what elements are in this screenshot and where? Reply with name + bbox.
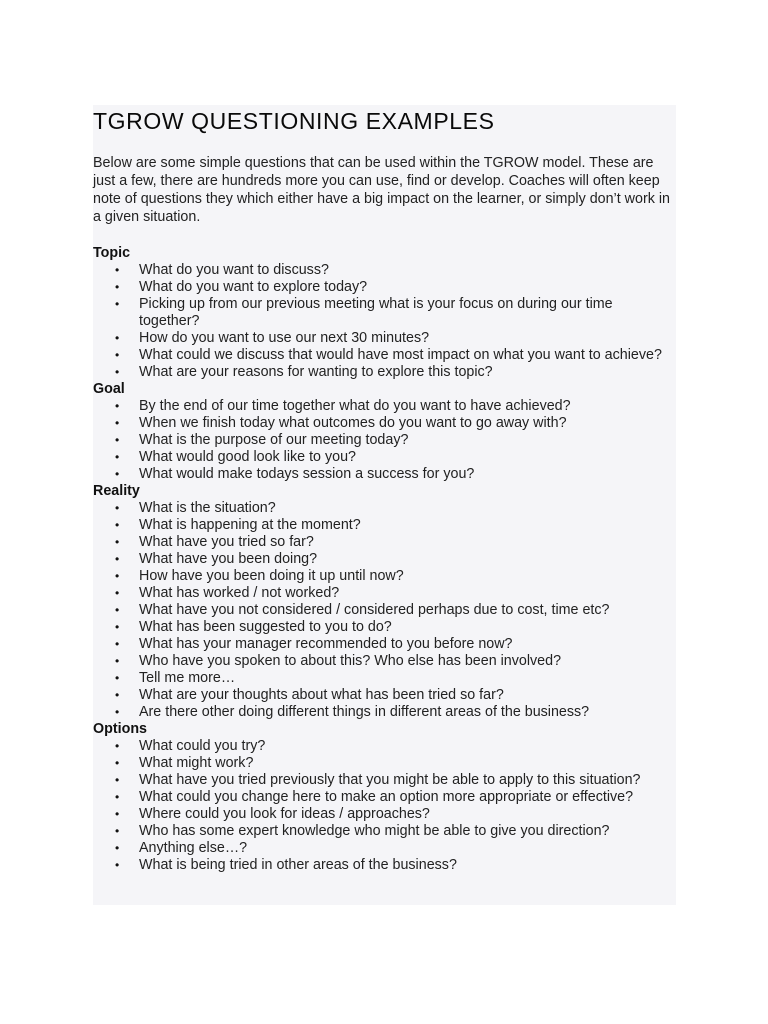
list-item: • What has worked / not worked? (93, 585, 676, 602)
list-item: • What would good look like to you? (93, 449, 676, 466)
section-heading-topic: Topic (93, 245, 131, 261)
list-item: • How have you been doing it up until now? (93, 568, 676, 585)
list-item: • By the end of our time together what do you want to have achieved? (93, 398, 676, 415)
list-item: • Anything else…? (93, 840, 676, 857)
intro-paragraph: Below are some simple questions that can be used within the TGROW model. These are just a few, there are hundreds more you can use, find or develop. Coaches will often keep note of questions they which either have a big impact on the learner, or simply don’t work in a given situation. (93, 155, 670, 225)
list-item: • What are your thoughts about what has been tried so far? (93, 687, 676, 704)
list-item: • What might work? (93, 755, 676, 772)
list-item: • Who has some expert knowledge who might be able to give you direction? (93, 823, 676, 840)
document-title: TGROW QUESTIONING EXAMPLES (93, 108, 495, 134)
question-list-topic (93, 262, 676, 381)
section-topic (93, 245, 676, 381)
list-item: • What have you not considered / considered perhaps due to cost, time etc? (93, 602, 676, 619)
list-item: • Who have you spoken to about this? Who else has been involved? (93, 653, 676, 670)
list-item: • What could we discuss that would have most impact on what you want to achieve? (93, 347, 676, 364)
section-options (93, 721, 676, 874)
list-item: • What do you want to explore today? (93, 279, 676, 296)
list-item: • What is happening at the moment? (93, 517, 676, 534)
section-reality (93, 483, 676, 721)
list-item: • What has your manager recommended to you before now? (93, 636, 676, 653)
list-item: • How do you want to use our next 30 minutes? (93, 330, 676, 347)
section-heading-goal: Goal (93, 381, 125, 397)
list-item: • What is the purpose of our meeting today? (93, 432, 676, 449)
list-item: • What do you want to discuss? (93, 262, 676, 279)
question-list-options (93, 738, 676, 874)
list-item: • What would make todays session a success for you? (93, 466, 676, 483)
section-heading-options: Options (93, 721, 148, 737)
document-page (93, 105, 676, 905)
section-heading-reality: Reality (93, 483, 140, 499)
list-item: • What are your reasons for wanting to explore this topic? (93, 364, 676, 381)
list-item: • When we finish today what outcomes do you want to go away with? (93, 415, 676, 432)
list-item: • What have you tried previously that you might be able to apply to this situation? (93, 772, 676, 789)
section-goal (93, 381, 676, 483)
list-item: • Picking up from our previous meeting what is your focus on during our time together? (93, 296, 676, 330)
question-list-reality (93, 500, 676, 721)
list-item: • What have you tried so far? (93, 534, 676, 551)
list-item: • What has been suggested to you to do? (93, 619, 676, 636)
list-item: • What is the situation? (93, 500, 676, 517)
question-sections (93, 245, 676, 874)
list-item: • What could you try? (93, 738, 676, 755)
list-item: • Where could you look for ideas / approaches? (93, 806, 676, 823)
list-item: • Are there other doing different things in different areas of the business? (93, 704, 676, 721)
question-list-goal (93, 398, 676, 483)
list-item: • What is being tried in other areas of the business? (93, 857, 676, 874)
list-item: • What have you been doing? (93, 551, 676, 568)
list-item: • What could you change here to make an option more appropriate or effective? (93, 789, 676, 806)
list-item: • Tell me more… (93, 670, 676, 687)
